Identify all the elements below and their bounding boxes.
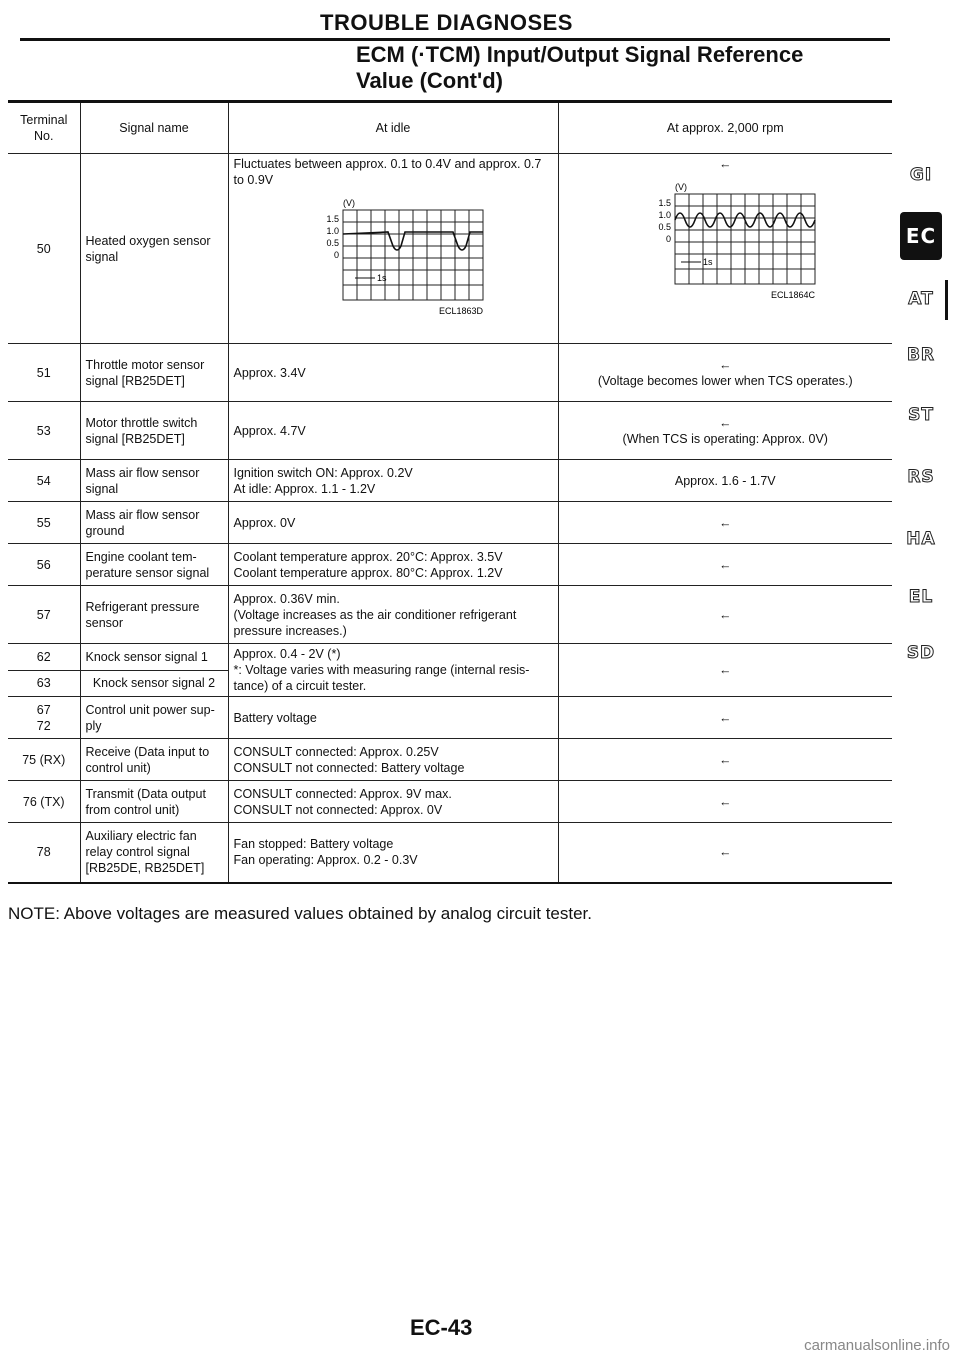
terminal-cell: 54	[8, 460, 80, 502]
tab-ec[interactable]: EC	[900, 212, 942, 260]
table-row	[8, 402, 892, 460]
page-number: EC-43	[410, 1315, 473, 1340]
subtitle-line-1: ECM (·TCM) Input/Output Signal Reference	[356, 42, 804, 67]
footnote: NOTE: Above voltages are measured values obtained by analog circuit tester.	[8, 904, 592, 923]
terminal-cell: 56	[8, 544, 80, 586]
rpm-cell: ←	[558, 644, 892, 697]
idle-cell: CONSULT connected: Approx. 0.25V CONSULT not connected: Battery voltage	[228, 739, 558, 781]
col-signal-header: Signal name	[80, 103, 228, 154]
table-row	[8, 460, 892, 502]
signal-cell: Knock sensor signal 2	[80, 670, 228, 697]
wave-ytick: 1.0	[326, 226, 339, 236]
signal-cell: Auxiliary electric fan relay control signal [RB25DE, RB25DET]	[80, 823, 228, 883]
tab-el[interactable]: EL	[908, 587, 934, 607]
table-row	[8, 154, 892, 344]
signal-cell: Mass air flow sensor signal	[80, 460, 228, 502]
idle-cell: Approx. 0.4 - 2V (*) *: Voltage varies with measuring range (internal resis- tance) of a circuit tester.	[228, 644, 558, 697]
table-row	[8, 644, 892, 671]
table-row	[8, 586, 892, 644]
signal-cell: Heated oxygen sensor signal	[80, 154, 228, 344]
wave-ytick: 0.5	[326, 238, 339, 248]
header-rule	[20, 38, 890, 41]
idle-cell: Fan stopped: Battery voltage Fan operating: Approx. 0.2 - 0.3V	[228, 823, 558, 883]
wave-ytick: 0.5	[658, 222, 672, 232]
table-row	[8, 544, 892, 586]
signal-cell: Transmit (Data output from control unit)	[80, 781, 228, 823]
wave-time: 1s	[377, 273, 387, 283]
terminal-cell: 55	[8, 502, 80, 544]
rpm-cell: ←	[558, 781, 892, 823]
idle-cell: Coolant temperature approx. 20°C: Approx. 3.5V Coolant temperature approx. 80°C: Approx. 1.2V	[228, 544, 558, 586]
idle-cell: CONSULT connected: Approx. 9V max. CONSULT not connected: Approx. 0V	[228, 781, 558, 823]
terminal-cell: 53	[8, 402, 80, 460]
terminal-cell: 57	[8, 586, 80, 644]
idle-text: Fluctuates between approx. 0.1 to 0.4V and approx. 0.7 to 0.9V	[233, 157, 542, 187]
signal-cell: Throttle motor sensor signal [RB25DET]	[80, 344, 228, 402]
col-idle-header: At idle	[228, 103, 558, 154]
wave-unit: (V)	[675, 182, 688, 192]
page-subtitle	[356, 42, 803, 94]
idle-cell	[228, 154, 558, 344]
signal-cell: Mass air flow sensor ground	[80, 502, 228, 544]
rpm-cell: ←	[558, 502, 892, 544]
signal-cell: Motor throttle switch signal [RB25DET]	[80, 402, 228, 460]
rpm-waveform	[625, 176, 825, 306]
section-title: TROUBLE DIAGNOSES	[320, 10, 573, 35]
col-terminal-header: Terminal No.	[8, 103, 80, 154]
rpm-cell: ←	[558, 586, 892, 644]
table-row	[8, 739, 892, 781]
wave-ytick: 1.0	[658, 210, 672, 220]
subtitle-line-2: Value (Cont'd)	[356, 68, 504, 93]
rpm-cell: ←	[558, 823, 892, 883]
table-header-row	[8, 103, 892, 154]
terminal-cell: 76 (TX)	[8, 781, 80, 823]
wave-ytick: 1.5	[658, 198, 672, 208]
table-row	[8, 344, 892, 402]
tab-br[interactable]: BR	[906, 345, 936, 365]
terminal-cell: 78	[8, 823, 80, 883]
wave-code: ECL1863D	[438, 306, 484, 316]
wave-code: ECL1864C	[771, 290, 816, 300]
rpm-cell: Approx. 1.6 - 1.7V	[558, 460, 892, 502]
idle-cell: Approx. 3.4V	[228, 344, 558, 402]
table-row	[8, 781, 892, 823]
wave-ytick: 0	[666, 234, 672, 244]
tab-gi[interactable]: GI	[909, 165, 933, 185]
signal-cell: Control unit power sup- ply	[80, 697, 228, 739]
table-row	[8, 823, 892, 883]
tab-rs[interactable]: RS	[907, 467, 935, 487]
terminal-cell: 67 72	[8, 697, 80, 739]
wave-ytick: 0	[333, 250, 339, 260]
table-row	[8, 697, 892, 739]
idle-cell: Ignition switch ON: Approx. 0.2V At idle: Approx. 1.1 - 1.2V	[228, 460, 558, 502]
wave-ytick: 1.5	[326, 214, 339, 224]
idle-cell: Battery voltage	[228, 697, 558, 739]
watermark: carmanualsonline.info	[804, 1337, 950, 1354]
terminal-cell: 51	[8, 344, 80, 402]
idle-waveform	[293, 192, 493, 322]
margin-bar	[945, 280, 948, 320]
terminal-cell: 62	[8, 644, 80, 671]
wave-grid	[675, 194, 815, 284]
rpm-cell: ← (When TCS is operating: Approx. 0V)	[558, 402, 892, 460]
signal-reference-table	[8, 103, 892, 884]
idle-cell: Approx. 0.36V min. (Voltage increases as the air conditioner refrigerant pressure increases.)	[228, 586, 558, 644]
tab-at[interactable]: AT	[908, 289, 934, 309]
rpm-cell	[558, 154, 892, 344]
tab-st[interactable]: ST	[908, 405, 934, 425]
signal-cell: Knock sensor signal 1	[80, 644, 228, 671]
wave-time: 1s	[703, 257, 713, 267]
signal-cell: Receive (Data input to control unit)	[80, 739, 228, 781]
terminal-cell: 75 (RX)	[8, 739, 80, 781]
idle-cell: Approx. 0V	[228, 502, 558, 544]
wave-grid	[343, 210, 483, 300]
rpm-cell: ←	[558, 697, 892, 739]
wave-unit: (V)	[343, 198, 355, 208]
tab-sd[interactable]: SD	[906, 643, 936, 663]
col-rpm-header: At approx. 2,000 rpm	[558, 103, 892, 154]
rpm-cell: ←	[558, 544, 892, 586]
tab-ha[interactable]: HA	[906, 529, 936, 549]
terminal-cell: 50	[8, 154, 80, 344]
signal-cell: Refrigerant pressure sensor	[80, 586, 228, 644]
table-row	[8, 502, 892, 544]
terminal-cell: 63	[8, 670, 80, 697]
rpm-text: ←	[719, 157, 732, 171]
signal-cell: Engine coolant tem- perature sensor signal	[80, 544, 228, 586]
rpm-cell: ← (Voltage becomes lower when TCS operates.)	[558, 344, 892, 402]
idle-cell: Approx. 4.7V	[228, 402, 558, 460]
rpm-cell: ←	[558, 739, 892, 781]
